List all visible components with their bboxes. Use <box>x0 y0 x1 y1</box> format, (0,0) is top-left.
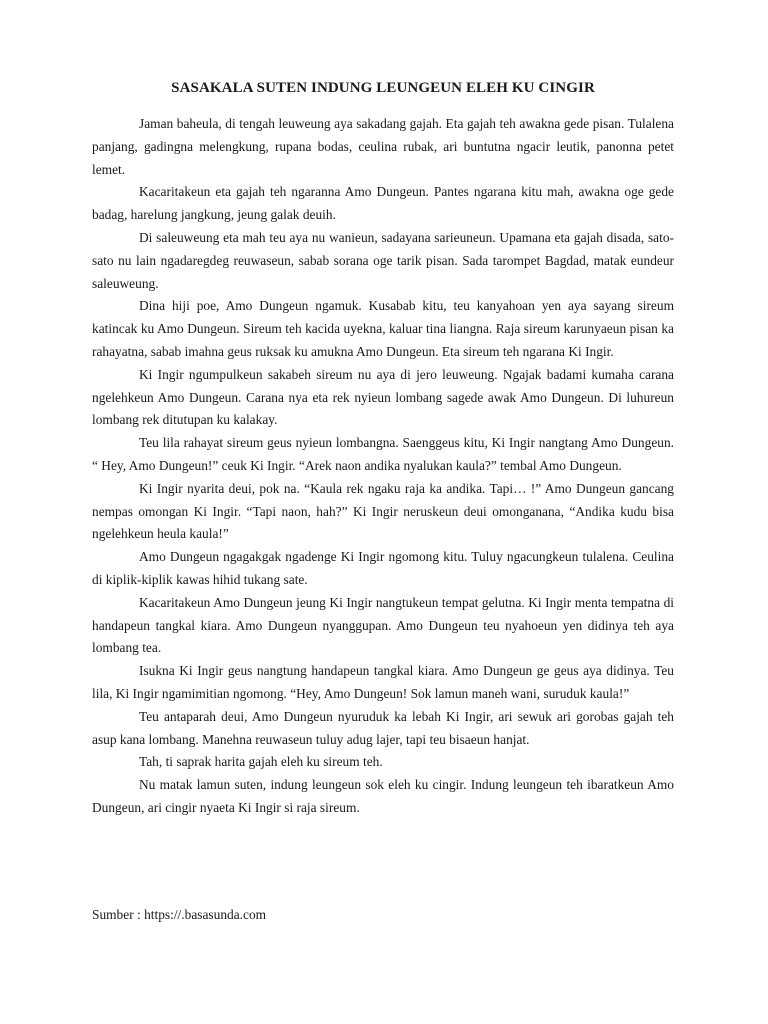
source-citation: Sumber : https://.basasunda.com <box>92 907 267 922</box>
paragraph: Jaman baheula, di tengah leuweung aya sakadang gajah. Eta gajah teh awakna gede pisan. Tulalena panjang, gadingna melengkung, rupana bodas, ceulina rubak, ari buntutna ngacir leutik, panonna petet lemet. <box>92 116 674 177</box>
document-title: SASAKALA SUTEN INDUNG LEUNGEUN ELEH KU CINGIR <box>171 80 595 96</box>
paragraph: Teu lila rahayat sireum geus nyieun lombangna. Saenggeus kitu, Ki Ingir nangtang Amo Dungeun. “ Hey, Amo Dungeun!” ceuk Ki Ingir. “Arek naon andika nyalukan kaula?” tembal Amo Dungeun. <box>92 435 674 473</box>
paragraph: Isukna Ki Ingir geus nangtung handapeun tangkal kiara. Amo Dungeun ge geus aya didinya. Teu lila, Ki Ingir ngamimitian ngomong. “Hey, Amo Dungeun! Sok lamun maneh wani, suruduk kaula!” <box>92 663 674 701</box>
paragraph: Tah, ti saprak harita gajah eleh ku sireum teh. <box>139 754 383 770</box>
paragraph: Ki Ingir nyarita deui, pok na. “Kaula rek ngaku raja ka andika. Tapi… !” Amo Dungeun gancang nempas omongan Ki Ingir. “Tapi naon, hah?” Ki Ingir neruskeun deui omonganana, “Andika kudu bisa ngelehkeun heula kaula!” <box>92 480 674 542</box>
paragraph: Kacaritakeun Amo Dungeun jeung Ki Ingir nangtukeun tempat gelutna. Ki Ingir menta tempatna di handapeun tangkal kiara. Amo Dungeun nyanggupan. Amo Dungeun teu nyahoeun yen didinya teh aya lombang tea. <box>92 594 674 656</box>
paragraph: Ki Ingir ngumpulkeun sakabeh sireum nu aya di jero leuweung. Ngajak badami kumaha carana ngelehkeun Amo Dungeun. Carana nya eta rek nyieun lombang sagede awak Amo Dungeun. Di luhureun lombang rek ditutupan ku kalakay. <box>92 366 674 428</box>
paragraph: Amo Dungeun ngagakgak ngadenge Ki Ingir ngomong kitu. Tuluy ngacungkeun tulalena. Ceulina di kiplik-kiplik kawas hihid tukang sate. <box>92 549 674 587</box>
paragraph: Nu matak lamun suten, indung leungeun sok eleh ku cingir. Indung leungeun teh ibaratkeun Amo Dungeun, ari cingir nyaeta Ki Ingir si raja sireum. <box>92 777 674 815</box>
story-body <box>92 113 674 820</box>
document-page <box>92 0 674 922</box>
paragraph: Teu antaparah deui, Amo Dungeun nyuruduk ka lebah Ki Ingir, ari sewuk ari gorobas gajah teh asup kana lombang. Manehna reuwaseun tuluy adug lajer, tapi teu bisaeun hanjat. <box>92 708 674 747</box>
paragraph: Di saleuweung eta mah teu aya nu wanieun, sadayana sarieuneun. Upamana eta gajah disada, sato-sato nu lain ngadaregdeg reuwaseun, sabab sorana oge tarik pisan. Sada tarompet Bagdad, matak eundeur saleuweung. <box>92 229 674 291</box>
paragraph: Dina hiji poe, Amo Dungeun ngamuk. Kusabab kitu, teu kanyahoan yen aya sayang sireum katincak ku Amo Dungeun. Sireum teh kacida uyekna, kaluar tina liangna. Raja sireum karunyaeun pisan ka rahayatna, sabab imahna geus ruksak ku amukna Amo Dungeun. Eta sireum teh ngarana Ki Ingir. <box>92 298 674 359</box>
paragraph: Kacaritakeun eta gajah teh ngaranna Amo Dungeun. Pantes ngarana kitu mah, awakna oge gede badag, harelung jangkung, jeung galak deuih. <box>92 184 674 223</box>
